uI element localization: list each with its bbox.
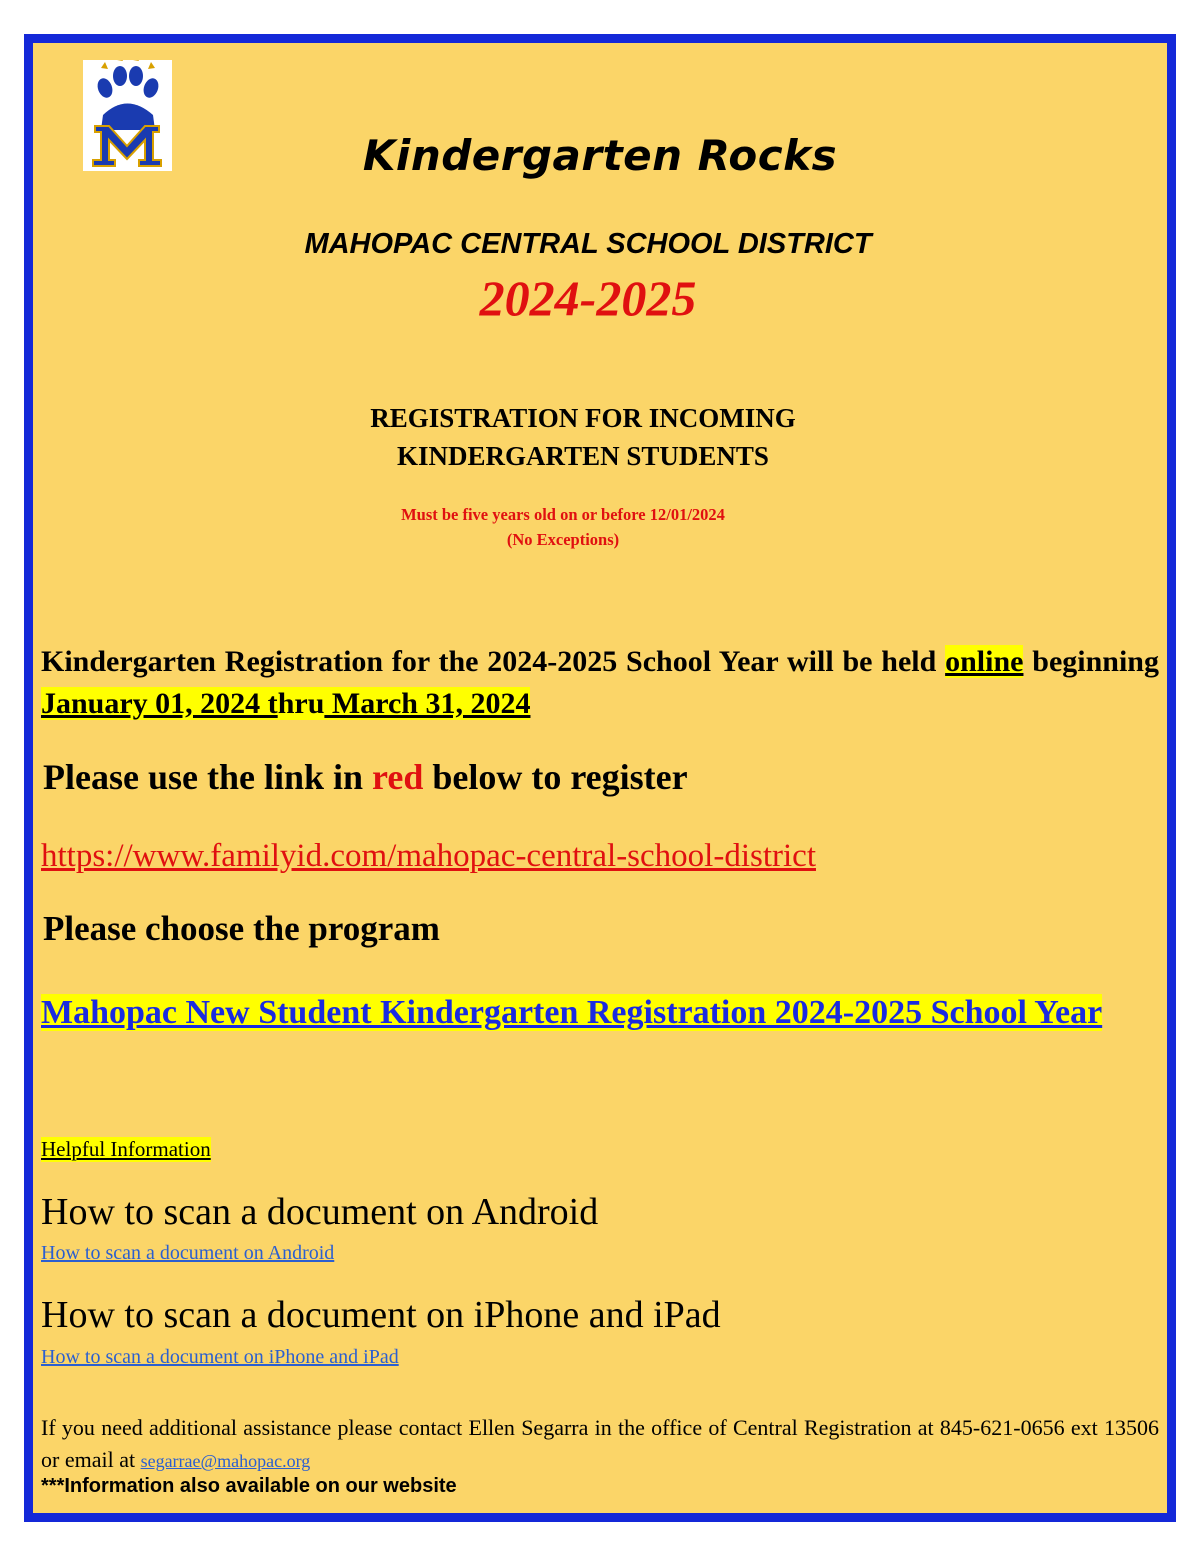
age-requirement-text: Must be five years old on or before 12/01/2024 — [401, 505, 725, 524]
contact-paragraph — [41, 1412, 1159, 1477]
android-scan-link[interactable]: How to scan a document on Android — [41, 1242, 335, 1264]
register-instruction — [43, 756, 688, 798]
registration-link[interactable]: https://www.familyid.com/mahopac-central-school-district — [41, 838, 816, 874]
registration-line-2: KINDERGARTEN STUDENTS — [397, 441, 769, 471]
thru-text: hru — [277, 687, 325, 720]
instruction-red-word: red — [372, 757, 424, 797]
contact-email-link[interactable]: segarrae@mahopac.org — [140, 1451, 311, 1471]
beginning-text: beginning — [1023, 645, 1159, 678]
age-requirement — [33, 502, 1093, 552]
end-date: March 31, 2024 — [324, 687, 531, 720]
start-date: January 01, 2024 t — [41, 687, 278, 720]
district-name: MAHOPAC CENTRAL SCHOOL DISTRICT — [304, 228, 872, 260]
program-link[interactable] — [41, 990, 1141, 1035]
instruction-part-1: Please use the link in — [43, 757, 373, 797]
iphone-scan-link[interactable]: How to scan a document on iPhone and iPad — [41, 1346, 399, 1368]
intro-text: Kindergarten Registration for the 2024-2025 School Year will be held — [41, 645, 937, 678]
age-requirement-note: (No Exceptions) — [506, 530, 620, 549]
program-link-text[interactable]: Mahopac New Student Kindergarten Registration 2024-2025 School Year — [41, 994, 1103, 1031]
registration-heading — [33, 399, 1133, 475]
helpful-information-label: Helpful Information — [41, 1137, 211, 1161]
school-year: 2024-2025 — [479, 270, 697, 326]
contact-text: If you need additional assistance please contact Ellen Segarra in the office of Central Registration at 845-621-0656 ext 13506 or email at — [41, 1415, 1159, 1472]
flyer-frame — [24, 34, 1176, 1522]
android-scan-heading: How to scan a document on Android — [41, 1191, 599, 1233]
page-title: Kindergarten Rocks — [362, 131, 838, 180]
online-label: online — [945, 645, 1024, 678]
website-note: ***Information also available on our website — [41, 1475, 457, 1497]
iphone-scan-heading: How to scan a document on iPhone and iPad — [41, 1294, 721, 1336]
instruction-part-2: below to register — [423, 757, 688, 797]
registration-line-1: REGISTRATION FOR INCOMING — [370, 403, 796, 433]
intro-paragraph — [41, 641, 1159, 725]
choose-program-heading: Please choose the program — [43, 909, 440, 948]
